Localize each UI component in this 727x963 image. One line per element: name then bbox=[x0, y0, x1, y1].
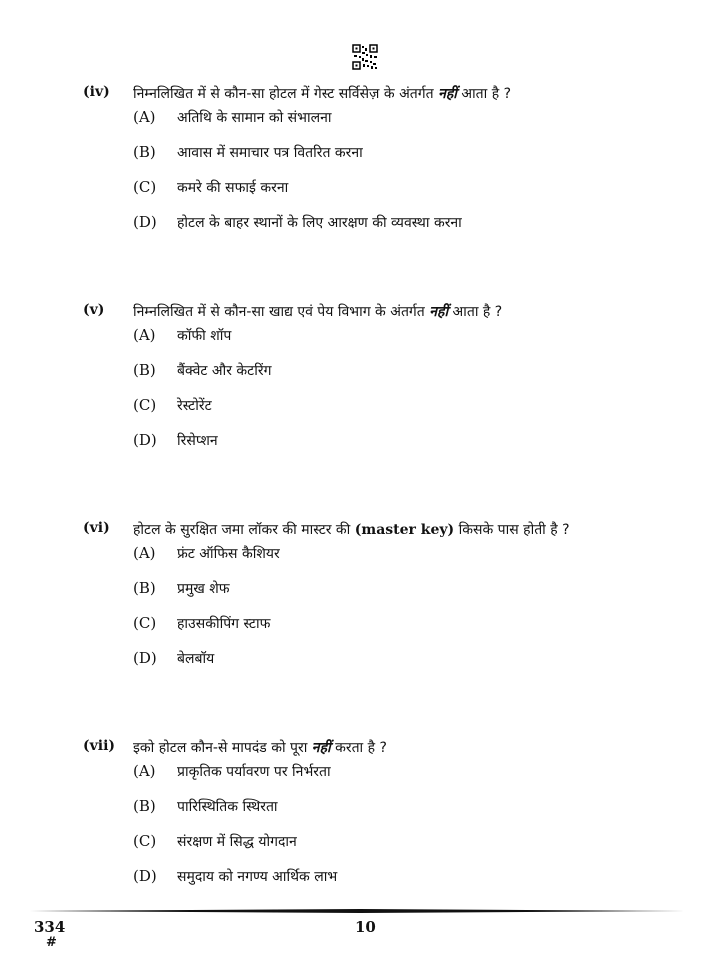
option-c: (C) संरक्षण में सिद्ध योगदान bbox=[133, 832, 297, 850]
question-text: होटल के सुरक्षित जमा लॉकर की मास्टर की (master key) किसके पास होती है ? bbox=[133, 522, 570, 538]
question-text: इको होटल कौन-से मापदंड को पूरा नहीं करता है ? bbox=[133, 740, 387, 756]
option-d: (D) रिसेप्शन bbox=[133, 431, 218, 449]
option-a: (A) प्राकृतिक पर्यावरण पर निर्भरता bbox=[133, 762, 331, 780]
option-d: (D) समुदाय को नगण्य आर्थिक लाभ bbox=[133, 867, 338, 885]
option-c: (C) हाउसकीपिंग स्टाफ bbox=[133, 614, 271, 632]
question-vii bbox=[83, 738, 703, 902]
option-a: (A) फ्रंट ऑफिस कैशियर bbox=[133, 544, 280, 562]
question-number: (vi) bbox=[83, 520, 110, 536]
option-b: (B) पारिस्थितिक स्थिरता bbox=[133, 797, 278, 815]
option-b: (B) आवास में समाचार पत्र वितरित करना bbox=[133, 143, 363, 161]
emphasis-word: नहीं bbox=[429, 304, 449, 320]
hash-mark: # bbox=[46, 935, 57, 950]
option-d: (D) होटल के बाहर स्थानों के लिए आरक्षण की व्यवस्था करना bbox=[133, 213, 462, 231]
page-number: 10 bbox=[355, 918, 376, 936]
option-b: (B) बैंक्वेट और केटरिंग bbox=[133, 361, 272, 379]
question-number: (v) bbox=[83, 302, 105, 318]
option-d: (D) बेलबॉय bbox=[133, 649, 215, 667]
question-number: (vii) bbox=[83, 738, 116, 754]
paper-code: 334 bbox=[34, 918, 66, 936]
footer-rule bbox=[30, 909, 685, 913]
option-b: (B) प्रमुख शेफ bbox=[133, 579, 230, 597]
latin-term: (master key) bbox=[354, 522, 455, 538]
option-a: (A) अतिथि के सामान को संभालना bbox=[133, 108, 332, 126]
question-text: निम्नलिखित में से कौन-सा खाद्य एवं पेय विभाग के अंतर्गत नहीं आता है ? bbox=[133, 304, 503, 320]
question-text: निम्नलिखित में से कौन-सा होटल में गेस्ट सर्विसेज़ के अंतर्गत नहीं आता है ? bbox=[133, 86, 512, 102]
qr-code-icon bbox=[352, 44, 378, 70]
question-number: (iv) bbox=[83, 84, 110, 100]
question-v bbox=[83, 302, 703, 466]
option-a: (A) कॉफी शॉप bbox=[133, 326, 232, 344]
question-iv bbox=[83, 84, 703, 248]
option-c: (C) कमरे की सफाई करना bbox=[133, 178, 289, 196]
question-vi bbox=[83, 520, 703, 684]
option-c: (C) रेस्टोरेंट bbox=[133, 396, 212, 414]
emphasis-word: नहीं bbox=[311, 740, 331, 756]
emphasis-word: नहीं bbox=[438, 86, 457, 102]
